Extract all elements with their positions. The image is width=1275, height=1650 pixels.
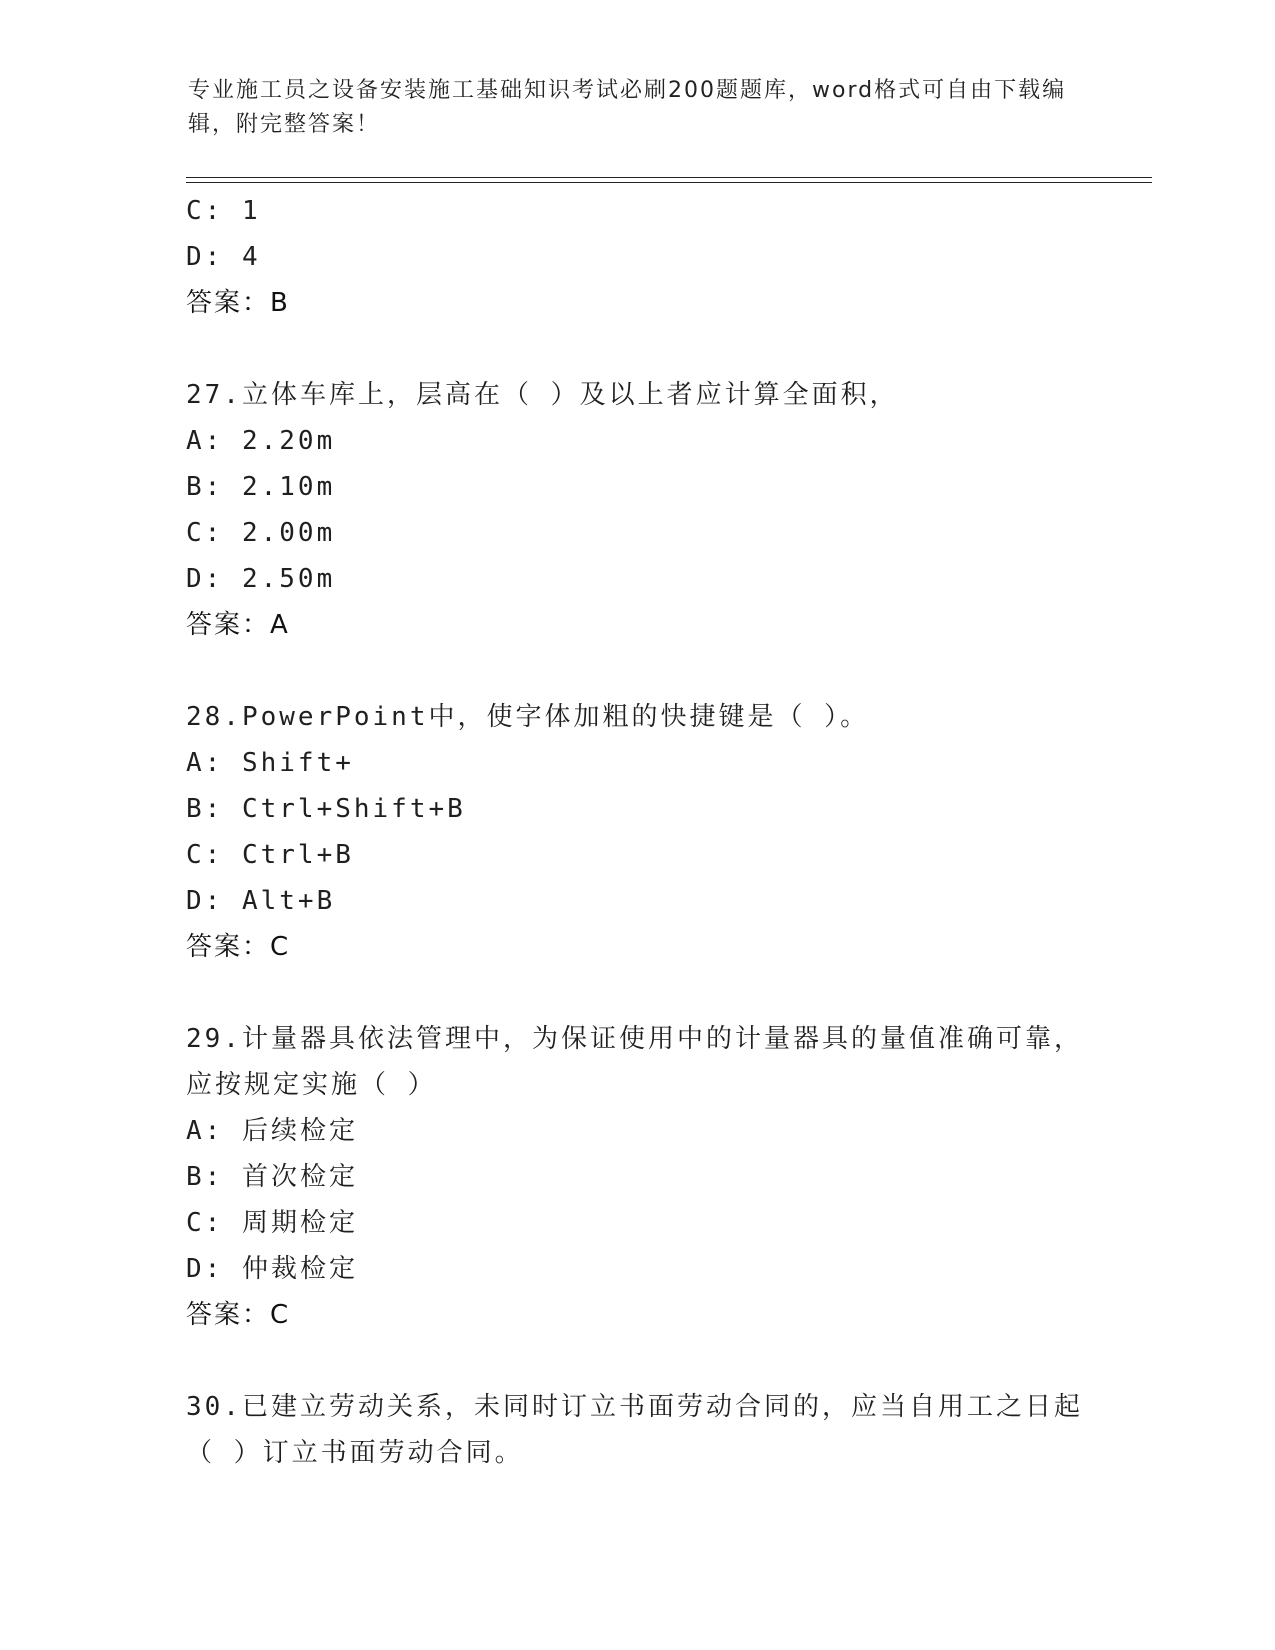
document-header: 专业施工员之设备安装施工基础知识考试必刷200题题库，word格式可自由下载编辑，附完整答案！ bbox=[188, 78, 1067, 137]
spacer bbox=[186, 970, 1086, 1016]
option-a: A: 2.20m bbox=[186, 426, 336, 456]
question-30-stem-cont: （ ）订立书面劳动合同。 bbox=[186, 1438, 524, 1468]
option-b: B: Ctrl+Shift+B bbox=[186, 794, 466, 824]
option-c: C: 周期检定 bbox=[186, 1208, 358, 1238]
option-d: D: 2.50m bbox=[186, 564, 336, 594]
question-29-stem-cont: 应按规定实施（ ） bbox=[186, 1070, 437, 1100]
question-28-stem: 28.PowerPoint中，使字体加粗的快捷键是（ ）。 bbox=[186, 702, 870, 732]
header-rule-top bbox=[186, 177, 1152, 178]
spacer bbox=[186, 1338, 1086, 1384]
option-d: D: 仲裁检定 bbox=[186, 1254, 358, 1284]
option-b: B: 2.10m bbox=[186, 472, 336, 502]
question-30-stem: 30.已建立劳动关系，未同时订立书面劳动合同的，应当自用工之日起 bbox=[186, 1392, 1083, 1422]
option-b: B: 首次检定 bbox=[186, 1162, 358, 1192]
option-d: D: Alt+B bbox=[186, 886, 336, 916]
question-29-stem: 29.计量器具依法管理中，为保证使用中的计量器具的量值准确可靠， bbox=[186, 1024, 1083, 1054]
spacer bbox=[186, 326, 1086, 372]
option-d: D: 4 bbox=[186, 242, 261, 272]
option-c: C: Ctrl+B bbox=[186, 840, 354, 870]
question-list bbox=[186, 188, 1086, 1476]
option-c: C: 1 bbox=[186, 196, 261, 226]
option-a: A: 后续检定 bbox=[186, 1116, 358, 1146]
answer: 答案：C bbox=[186, 1300, 291, 1330]
option-c: C: 2.00m bbox=[186, 518, 336, 548]
answer: 答案：B bbox=[186, 288, 290, 318]
answer: 答案：C bbox=[186, 932, 291, 962]
header-rule-bottom bbox=[186, 182, 1152, 183]
question-27-stem: 27.立体车库上，层高在（ ）及以上者应计算全面积， bbox=[186, 380, 899, 410]
spacer bbox=[186, 648, 1086, 694]
option-a: A: Shift+ bbox=[186, 748, 354, 778]
answer: 答案：A bbox=[186, 610, 290, 640]
